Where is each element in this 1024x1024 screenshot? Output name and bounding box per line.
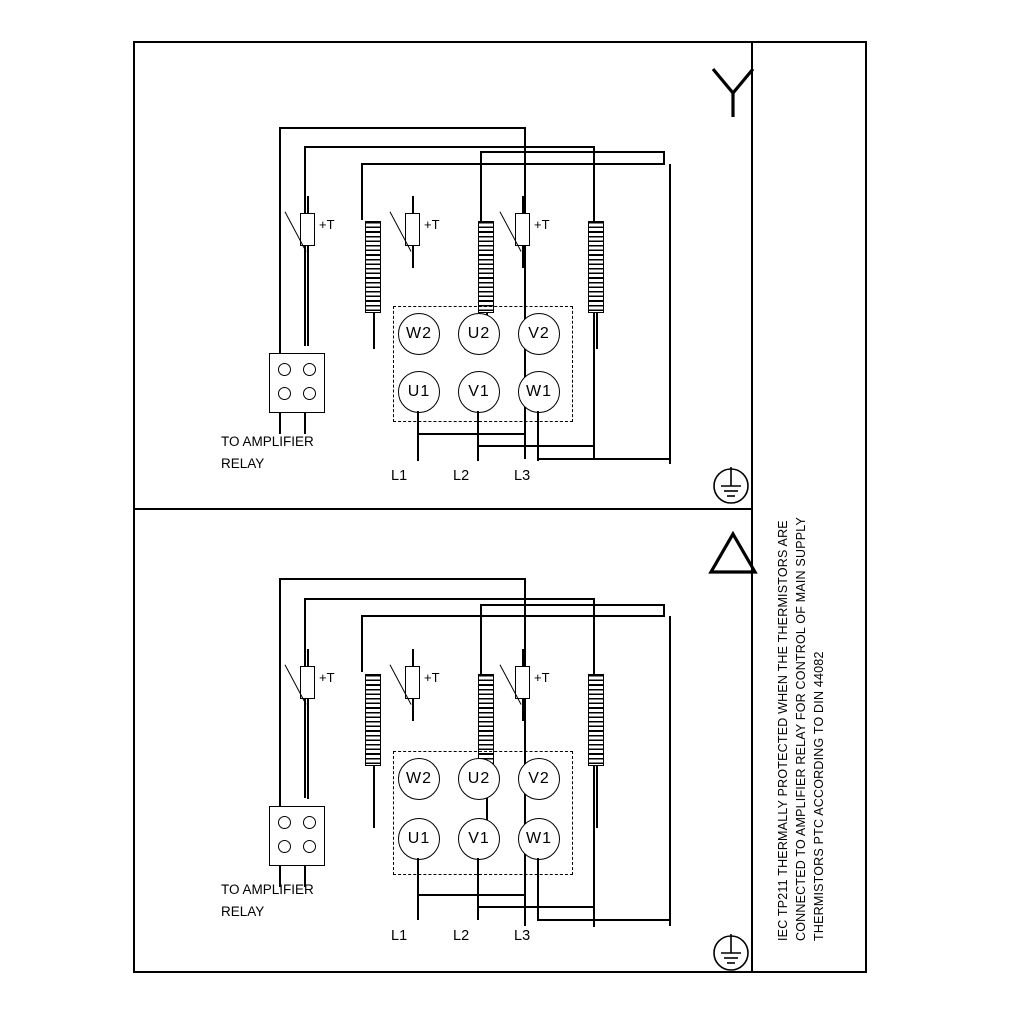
thermistor-3-lead-bottom — [522, 246, 524, 268]
thermistor-3-lead-top — [522, 649, 524, 667]
delta-connection-icon — [705, 528, 761, 578]
winding-coil-1 — [365, 674, 381, 766]
phase-label-l2: L2 — [453, 928, 470, 944]
phase-bus-2 — [477, 906, 594, 908]
terminal-u1-label: U1 — [407, 383, 431, 400]
wire-top-b — [304, 146, 594, 148]
phase-l3-lead — [537, 411, 539, 461]
note-line-2: CONNECTED TO AMPLIFIER RELAY FOR CONTROL OF MAIN SUPPLY — [794, 516, 808, 941]
terminal-u2 — [458, 313, 500, 355]
terminal-w1 — [518, 371, 560, 413]
wire-top-d-left — [480, 151, 482, 221]
amplifier-terminal-dot-2 — [303, 363, 316, 376]
earth-ground-icon — [703, 928, 759, 978]
thermistor-3-lead-top — [522, 196, 524, 214]
thermistor-2-lead-top — [412, 649, 414, 667]
amplifier-terminal-dot-4 — [303, 387, 316, 400]
coil-lead-3 — [596, 766, 598, 828]
amplifier-label — [221, 879, 314, 924]
terminal-w1-label: W1 — [526, 383, 552, 400]
terminal-w2 — [398, 313, 440, 355]
winding-coil-3 — [588, 221, 604, 313]
phase-l3-lead — [537, 858, 539, 920]
phase-label-l3: L3 — [514, 928, 531, 944]
terminal-v1 — [458, 818, 500, 860]
thermistor-1-lead-top — [307, 649, 309, 667]
thermistor-2-label: +T — [424, 217, 440, 232]
amplifier-label — [221, 431, 314, 476]
winding-coil-2 — [478, 221, 494, 313]
terminal-w1-label: W1 — [526, 830, 552, 847]
coil-lead-1 — [373, 313, 375, 349]
phase-bus-2 — [477, 445, 594, 447]
wire-top-d — [480, 151, 664, 153]
earth-ground-icon — [703, 461, 759, 511]
thermistor-1-lead-top — [307, 196, 309, 214]
phase-l2-lead — [477, 411, 479, 461]
terminal-u2-label: U2 — [467, 325, 491, 342]
wire-top-d — [480, 604, 664, 606]
wire-top-c — [361, 163, 664, 165]
wire-top-c-left — [361, 615, 363, 672]
terminal-v2-label: V2 — [528, 325, 550, 342]
thermistor-1-slash — [285, 664, 307, 704]
note-line-1: IEC TP211 THERMALLY PROTECTED WHEN THE THERMISTORS ARE — [776, 520, 790, 941]
wire-top-a-left — [279, 578, 281, 818]
thermistor-1-lead-bottom — [307, 246, 309, 346]
coil-lead-3 — [596, 313, 598, 349]
wire-top-a — [279, 578, 525, 580]
wire-right-bus-outer — [669, 616, 671, 926]
thermistor-3-label: +T — [534, 670, 550, 685]
wire-top-a-right — [524, 578, 526, 634]
phase-label-l2: L2 — [453, 468, 470, 484]
amplifier-label-line2: RELAY — [221, 904, 265, 920]
amplifier-terminal-box — [269, 353, 325, 413]
amplifier-label-line2: RELAY — [221, 456, 265, 472]
phase-bus-1 — [417, 894, 525, 896]
amplifier-terminal-dot-1 — [278, 363, 291, 376]
phase-label-l3: L3 — [514, 468, 531, 484]
terminal-u1 — [398, 818, 440, 860]
wire-top-a-left — [279, 127, 281, 367]
terminal-v1-label: V1 — [468, 383, 490, 400]
thermistor-2-slash — [390, 211, 412, 251]
thermistor-1-slash — [285, 211, 307, 251]
star-connection-icon — [705, 61, 761, 121]
thermistor-2-slash — [390, 664, 412, 704]
amplifier-label-line1: TO AMPLIFIER — [221, 434, 314, 449]
wire-right-bus-mid — [593, 170, 595, 460]
thermistor-3-slash — [500, 664, 522, 704]
phase-l1-lead — [417, 858, 419, 920]
phase-bus-3 — [537, 458, 670, 460]
thermistor-1-lead-bottom — [307, 699, 309, 799]
thermistor-1 — [300, 213, 315, 246]
phase-label-l1: L1 — [391, 468, 408, 484]
terminal-w2-label: W2 — [406, 325, 432, 342]
thermistor-2-label: +T — [424, 670, 440, 685]
thermistor-2 — [405, 666, 420, 699]
terminal-v2 — [518, 758, 560, 800]
phase-l1-lead — [417, 411, 419, 461]
amplifier-label-line1: TO AMPLIFIER — [221, 882, 314, 897]
panel-delta-connection — [133, 508, 753, 975]
wire-top-c-left — [361, 163, 363, 220]
terminal-u2 — [458, 758, 500, 800]
winding-coil-3 — [588, 674, 604, 766]
winding-coil-1 — [365, 221, 381, 313]
phase-label-l1: L1 — [391, 928, 408, 944]
terminal-w2 — [398, 758, 440, 800]
thermistor-3-slash — [500, 211, 522, 251]
amplifier-terminal-dot-3 — [278, 387, 291, 400]
terminal-w2-label: W2 — [406, 770, 432, 787]
terminal-v2-label: V2 — [528, 770, 550, 787]
terminal-w1 — [518, 818, 560, 860]
thermistor-2-lead-top — [412, 196, 414, 214]
terminal-v2 — [518, 313, 560, 355]
thermistor-1-label: +T — [319, 217, 335, 232]
thermistor-2-lead-bottom — [412, 699, 414, 721]
wire-top-a — [279, 127, 525, 129]
thermistor-3 — [515, 213, 530, 246]
amplifier-terminal-dot-2 — [303, 816, 316, 829]
phase-l2-lead — [477, 858, 479, 920]
wire-top-d-left — [480, 604, 482, 674]
phase-bus-3 — [537, 919, 670, 921]
terminal-u1-label: U1 — [407, 830, 431, 847]
thermistor-2 — [405, 213, 420, 246]
terminal-v1-label: V1 — [468, 830, 490, 847]
thermistor-1 — [300, 666, 315, 699]
wire-top-b-right — [593, 146, 595, 170]
thermistor-3 — [515, 666, 530, 699]
thermistor-2-lead-bottom — [412, 246, 414, 268]
terminal-u2-label: U2 — [467, 770, 491, 787]
thermistor-3-lead-bottom — [522, 699, 524, 721]
wire-top-c-right — [663, 604, 665, 617]
amplifier-terminal-dot-3 — [278, 840, 291, 853]
thermistor-3-label: +T — [534, 217, 550, 232]
wire-top-b — [304, 598, 594, 600]
terminal-u1 — [398, 371, 440, 413]
amplifier-terminal-dot-1 — [278, 816, 291, 829]
note-line-3: THERMISTORS PTC ACCORDING TO DIN 44082 — [812, 651, 826, 941]
amplifier-terminal-box — [269, 806, 325, 866]
coil-lead-1 — [373, 766, 375, 828]
amplifier-terminal-dot-4 — [303, 840, 316, 853]
phase-bus-1 — [417, 433, 525, 435]
wire-top-c-right — [663, 151, 665, 165]
panel-star-connection — [133, 41, 753, 508]
terminal-v1 — [458, 371, 500, 413]
wire-top-c — [361, 615, 664, 617]
note-block — [753, 41, 867, 973]
wire-right-bus-outer — [669, 164, 671, 464]
thermistor-1-label: +T — [319, 670, 335, 685]
